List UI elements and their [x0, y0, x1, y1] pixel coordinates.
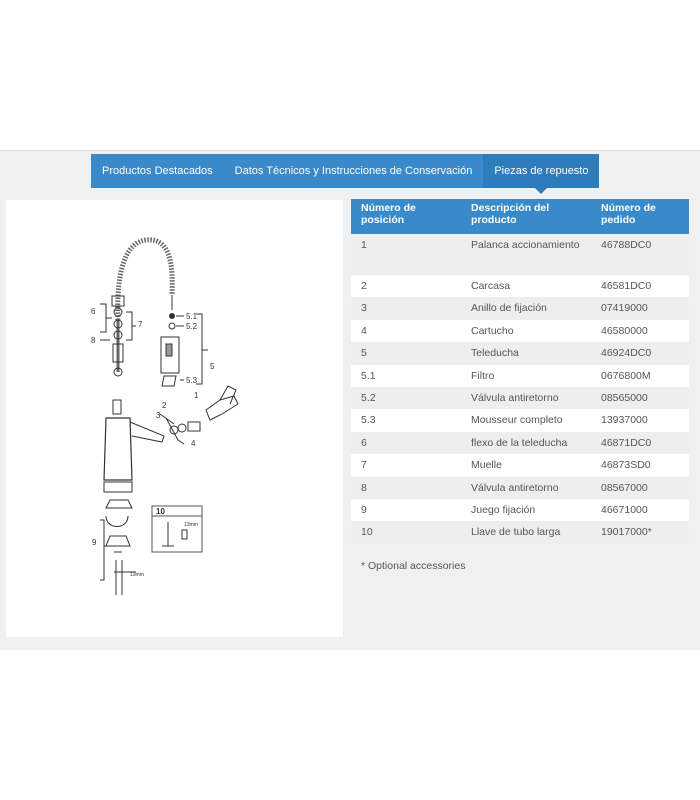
- label-6: 6: [91, 307, 96, 316]
- table-row: [351, 454, 689, 476]
- cell-description: Válvula antiretorno: [461, 387, 591, 409]
- table-row: [351, 477, 689, 499]
- label-13mm: 13mm: [130, 572, 144, 578]
- cell-position: 5.3: [351, 409, 461, 431]
- cell-position: 7: [351, 454, 461, 476]
- tab-bar: [91, 154, 599, 188]
- cell-position: 5.1: [351, 365, 461, 387]
- header-description: Descripción del producto: [461, 199, 591, 234]
- table-row: [351, 521, 689, 543]
- header-order-number: Número de pedido: [591, 199, 689, 234]
- label-9: 9: [92, 538, 97, 547]
- cell-order: 46671000: [591, 499, 689, 521]
- cell-description: Válvula antiretorno: [461, 477, 591, 499]
- tab-datos-tecnicos[interactable]: Datos Técnicos y Instrucciones de Conservación: [234, 165, 473, 177]
- cell-order: 07419000: [591, 297, 689, 319]
- table-header-row: [351, 199, 689, 234]
- header-position: Número de posición: [351, 199, 461, 234]
- cell-position: 3: [351, 297, 461, 319]
- faucet-exploded-drawing: [6, 200, 343, 637]
- cell-description: Juego fijación: [461, 499, 591, 521]
- cell-order: 13937000: [591, 409, 689, 431]
- cell-order: 46788DC0: [591, 234, 689, 275]
- cell-order: 46871DC0: [591, 432, 689, 454]
- label-5: 5: [210, 362, 215, 371]
- cell-description: Carcasa: [461, 275, 591, 297]
- label-4: 4: [191, 439, 196, 448]
- cell-position: 9: [351, 499, 461, 521]
- table-row: [351, 387, 689, 409]
- cell-description: Palanca accionamiento: [461, 234, 591, 275]
- cell-order: 46873SD0: [591, 454, 689, 476]
- cell-position: 5.2: [351, 387, 461, 409]
- cell-position: 6: [351, 432, 461, 454]
- label-5-3: 5.3: [186, 376, 198, 385]
- cell-order: 46924DC0: [591, 342, 689, 364]
- cell-description: Anillo de fijación: [461, 297, 591, 319]
- table-row: [351, 409, 689, 431]
- band-top-border: [0, 150, 700, 151]
- table-row: [351, 365, 689, 387]
- cell-position: 1: [351, 234, 461, 275]
- cell-position: 2: [351, 275, 461, 297]
- cell-position: 8: [351, 477, 461, 499]
- label-1: 1: [194, 391, 199, 400]
- label-7: 7: [138, 320, 143, 329]
- label-10: 10: [156, 507, 165, 516]
- cell-position: 10: [351, 521, 461, 543]
- cell-order: 19017000*: [591, 521, 689, 543]
- cell-order: 46580000: [591, 320, 689, 342]
- tab-piezas-de-repuesto[interactable]: Piezas de repuesto: [483, 154, 599, 188]
- cell-description: flexo de la teleducha: [461, 432, 591, 454]
- label-8: 8: [91, 336, 96, 345]
- label-5-1: 5.1: [186, 312, 198, 321]
- cell-order: 08565000: [591, 387, 689, 409]
- table-row: [351, 432, 689, 454]
- cell-position: 4: [351, 320, 461, 342]
- cell-order: 0676800M: [591, 365, 689, 387]
- cell-description: Cartucho: [461, 320, 591, 342]
- cell-order: 08567000: [591, 477, 689, 499]
- label-3: 3: [156, 411, 161, 420]
- table-row: [351, 499, 689, 521]
- table-row: [351, 297, 689, 319]
- spare-parts-table: [351, 199, 689, 544]
- table-row: [351, 234, 689, 275]
- cell-description: Muelle: [461, 454, 591, 476]
- table-row: [351, 320, 689, 342]
- optional-accessories-note: * Optional accessories: [361, 560, 466, 572]
- label-5-2: 5.2: [186, 322, 198, 331]
- cell-order: 46581DC0: [591, 275, 689, 297]
- label-2: 2: [162, 401, 167, 410]
- tab-productos-destacados[interactable]: Productos Destacados: [102, 165, 213, 177]
- cell-position: 5: [351, 342, 461, 364]
- cell-description: Filtro: [461, 365, 591, 387]
- table-row: [351, 342, 689, 364]
- table-row: [351, 275, 689, 297]
- cell-description: Mousseur completo: [461, 409, 591, 431]
- cell-description: Llave de tubo larga: [461, 521, 591, 543]
- label-13mm-box: 13mm: [184, 522, 198, 528]
- cell-description: Teleducha: [461, 342, 591, 364]
- exploded-parts-diagram: [6, 200, 343, 637]
